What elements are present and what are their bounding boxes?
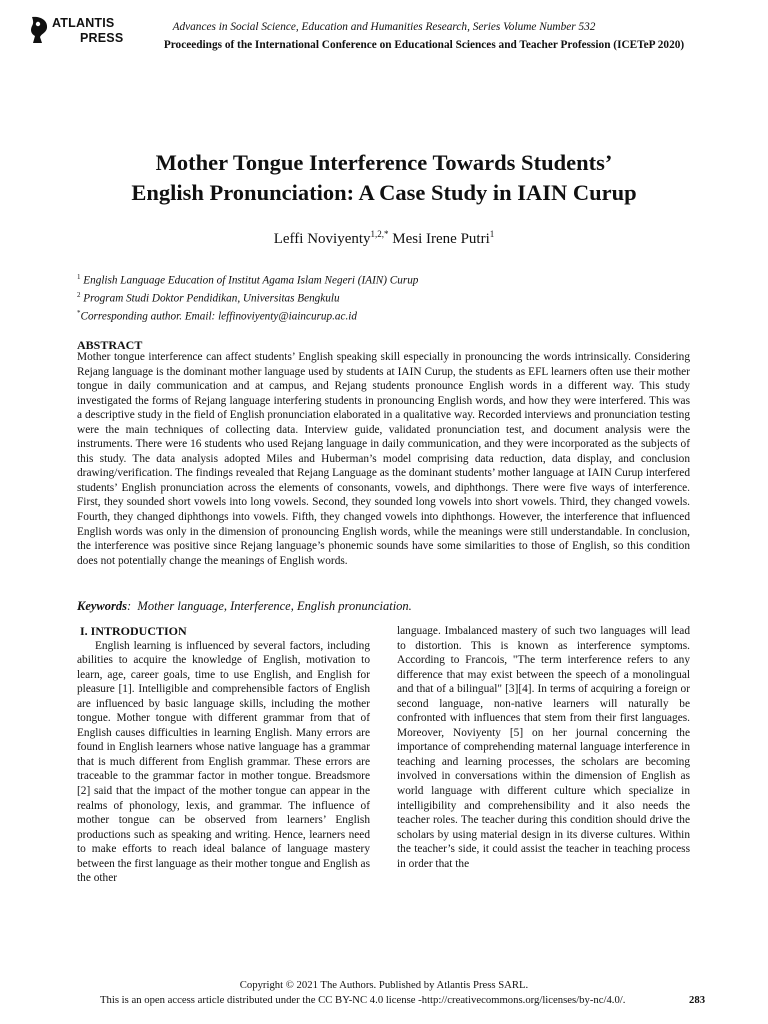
keywords-line: Keywords: Mother language, Interference, English pronunciation. bbox=[77, 599, 412, 613]
body-column-right bbox=[397, 624, 690, 871]
footer-copyright: Copyright © 2021 The Authors. Published by Atlantis Press SARL. bbox=[239, 979, 529, 991]
body-paragraph: language. Imbalanced mastery of such two languages will lead to distortion. This is known as interference symptoms. According to Francois, "The term interference refers to any difference that may exist between the speech of a monolingual and that of a bilingual" [3][4]. In terms of acquiring a foreign or second language, non-native learners will naturally be confronted with influences that stem from their first languages. Moreover, Noviyenty [5] on her journal concerning the importance of comprehending maternal language interference in teaching and learning processes, the scholars are becoming involved in conversations within the dimension of English as world language with different culture which specialize in intelligibility and comprehensibility and it also needs the teacher roles. The teacher during this condition should drive the scholars by using material design in its diverse cultures. Within the teacher’s side, it could assist the teacher in teaching process in order that the bbox=[397, 625, 690, 870]
abstract-text: Mother tongue interference can affect students’ English speaking skill especially in pronouncing the words intrinsically. Considering Rejang language is the dominant mother language used by students at IAIN Curup, the students as EFL learners often use their mother tongue in daily communication and at campus, and Rejang students pronounce English words in a different way. This study investigated the forms of Rejang language interfering students in pronouncing English words, and how they were interfered. This was a descriptive study in the field of English pronunciation elaborated in a qualitative way. Recorded interviews and pronunciation testing were the main techniques of collecting data. Interview guide, validated pronunciation test, and document analysis were the instruments. There were 16 students who used Rejang language in daily communication, and they were incorporated as the subjects of this study. The data analysis adopted Miles and Huberman’s model comprising data reduction, data display, and conclusion drawing/verification. The findings revealed that Rejang Language as the dominant students’ mother language at IAIN Curup interfered students’ English pronunciation across the elements of consonants, vowels, and diphthongs. There were five ways of interference. First, they sounded short vowels into long vowels. Second, they sounded long vowels into short vowels. Third, they changed vowels. Fourth, they changed diphthongs into vowels. Fifth, they changed vowels into diphthongs. However, the interference that influenced English words was only in the dimension of pronouncing English words, while the meanings were still understandable. In conclusion, the interference was positive since Rejang language’s phonemic sounds have some similarities to those of English, so this condition does not potentially change the meanings of English words. bbox=[77, 351, 690, 567]
author-list bbox=[0, 229, 768, 248]
body-column-left bbox=[77, 624, 370, 886]
affil-text: English Language Education of Institut Agama Islam Negeri (IAIN) Curup bbox=[83, 274, 419, 287]
logo-text-atlantis: ATLANTIS bbox=[52, 16, 115, 30]
affiliation-2 bbox=[77, 288, 418, 306]
section-heading: I. INTRODUCTION bbox=[80, 624, 187, 638]
author-name: Leffi Noviyenty bbox=[273, 231, 371, 247]
keywords-text: Mother language, Interference, English pronunciation. bbox=[137, 599, 412, 613]
affil-text: Program Studi Doktor Pendidikan, Universitas Bengkulu bbox=[83, 292, 340, 305]
title-line-1: Mother Tongue Interference Towards Students’ bbox=[155, 150, 613, 175]
series-header: Advances in Social Science, Education and Humanities Research, Series Volume Number 532 bbox=[172, 21, 596, 33]
author-affil-sup: 1,2,* bbox=[370, 229, 389, 239]
paper-title bbox=[40, 148, 728, 208]
author-affil-sup: 1 bbox=[489, 229, 495, 239]
title-line-2: English Pronunciation: A Case Study in IAIN Curup bbox=[131, 180, 637, 205]
affiliations bbox=[77, 270, 418, 324]
corresponding-author bbox=[77, 306, 418, 324]
affil-sup: * bbox=[77, 309, 81, 318]
footer-license: This is an open access article distributed under the CC BY-NC 4.0 license -http://creativecommons.org/licenses/by-nc/4.0/. bbox=[100, 994, 626, 1006]
corr-text: Corresponding author. Email: leffinoviyenty@iaincurup.ac.id bbox=[80, 310, 357, 323]
body-paragraph: English learning is influenced by several factors, including abilities to acquire the knowledge of English, motivation to learn, age, career goals, time to use English, and English for pleasure [1]. Intelligible and comprehensible factors of English are influenced by basic language skills, including the mother tongue. Mother tongue with different grammar from that of English causes difficulties in learning English. Many errors are found in English learners whose native language has a grammar that is much different from English grammar. These errors are traceable to the grammar factor in mother tongue. Breadsmore [2] said that the impact of the mother tongue can appear in the realms of phonology, lexis, and grammar. The influence of mother tongue can be observed from learners’ English productions such as speaking and writing. Hence, learners need to make efforts to reach ideal balance of language mastery between the first language as their mother tongue and English as the other bbox=[77, 639, 370, 885]
proceedings-header: Proceedings of the International Conference on Educational Sciences and Teacher Profession (ICETeP 2020) bbox=[163, 39, 685, 51]
affil-sup: 1 bbox=[77, 273, 81, 281]
keywords-label: Keywords bbox=[77, 599, 127, 613]
affil-sup: 2 bbox=[77, 291, 81, 300]
author-name: Mesi Irene Putri bbox=[392, 231, 490, 247]
logo-text-press: PRESS bbox=[80, 31, 124, 45]
abstract-heading: ABSTRACT bbox=[77, 338, 143, 352]
page-number: 283 bbox=[689, 994, 706, 1006]
affiliation-1 bbox=[77, 270, 418, 288]
